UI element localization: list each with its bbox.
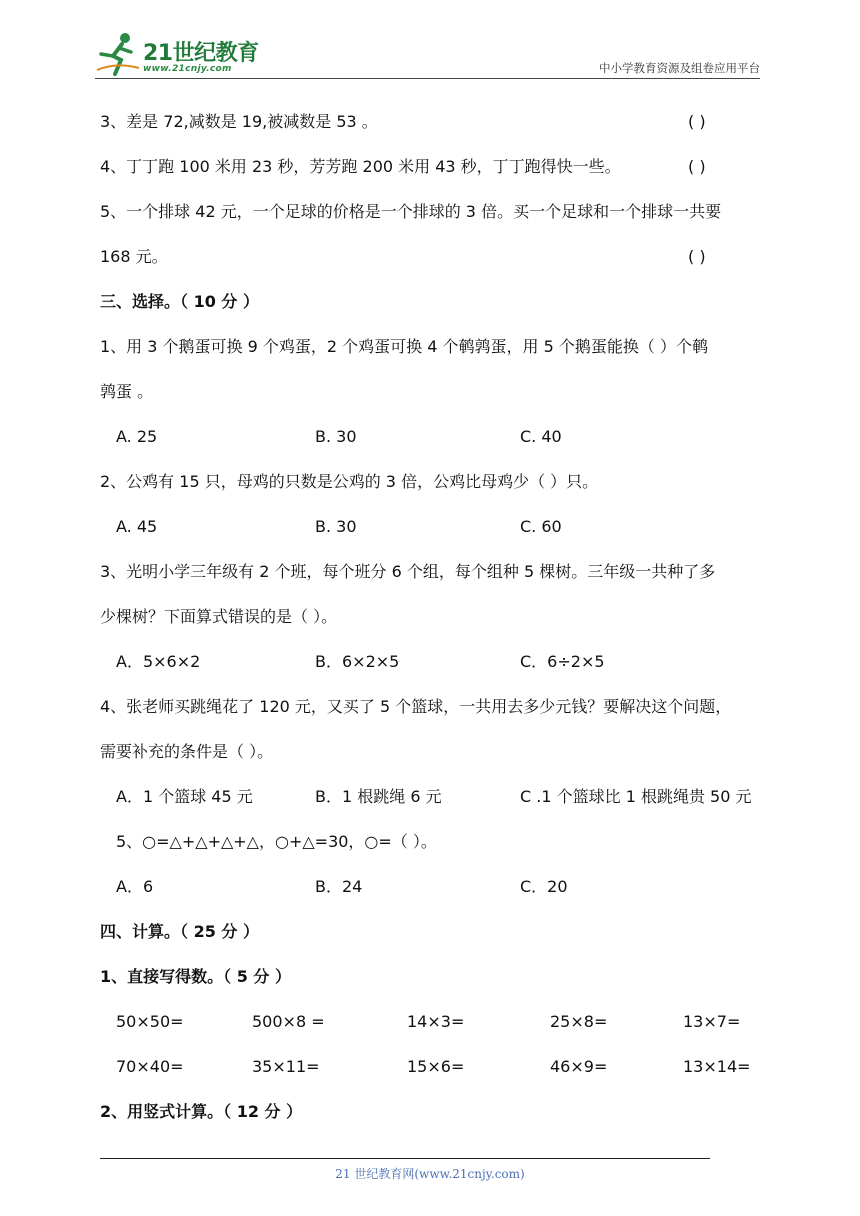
calc-item: 500×8 = (252, 1012, 325, 1031)
subsection-vertical-calc: 2、用竖式计算。（ 12 分 ） (100, 1102, 303, 1121)
calc-item: 13×7= (683, 1012, 741, 1031)
judge-item-4: 4、丁丁跑 100 米用 23 秒，芳芳跑 200 米用 43 秒，丁丁跑得快一些。 (100, 157, 621, 176)
question-5-option-b: B．24 (315, 877, 363, 896)
calc-item: 35×11= (252, 1057, 320, 1076)
answer-paren-5: ( ) (688, 247, 706, 266)
page-header (95, 30, 760, 82)
question-4-option-c: C .1 个篮球比 1 根跳绳贵 50 元 (520, 787, 752, 806)
question-2-option-c: C. 60 (520, 517, 562, 536)
judge-item-5: 5、一个排球 42 元，一个足球的价格是一个排球的 3 倍。买一个足球和一个排球一共要 (100, 202, 722, 221)
answer-paren-3: ( ) (688, 112, 706, 131)
logo (95, 30, 265, 78)
question-4-line-2: 需要补充的条件是（ ）。 (100, 742, 274, 761)
question-5-option-c: C．20 (520, 877, 568, 896)
judge-item-5-cont: 168 元。 (100, 247, 168, 266)
calc-item: 25×8= (550, 1012, 608, 1031)
question-5-option-a: A．6 (116, 877, 154, 896)
question-2-option-b: B. 30 (315, 517, 357, 536)
footer-divider (100, 1158, 710, 1159)
question-3-line-2: 少棵树？下面算式错误的是（ ）。 (100, 607, 338, 626)
header-slogan: 中小学教育资源及组卷应用平台 (599, 61, 760, 75)
section-title-choice: 三、选择。（ 10 分 ） (100, 292, 259, 311)
calc-item: 15×6= (407, 1057, 465, 1076)
answer-paren-4: ( ) (688, 157, 706, 176)
question-1-option-b: B. 30 (315, 427, 357, 446)
section-title-calc: 四、计算。（ 25 分 ） (100, 922, 259, 941)
question-2-option-a: A. 45 (116, 517, 158, 536)
question-3-option-c: C．6÷2×5 (520, 652, 605, 671)
question-3-line-1: 3、光明小学三年级有 2 个班，每个班分 6 个组，每个组种 5 棵树。三年级一共种了多 (100, 562, 716, 581)
question-2-line-1: 2、公鸡有 15 只，母鸡的只数是公鸡的 3 倍，公鸡比母鸡少（ ）只。 (100, 472, 599, 491)
judge-item-3: 3、差是 72,减数是 19,被减数是 53 。 (100, 112, 378, 131)
question-1-option-c: C. 40 (520, 427, 562, 446)
calc-item: 50×50= (116, 1012, 184, 1031)
question-5-line-1: 5、○=△+△+△+△，○+△=30，○=（ ）。 (116, 832, 437, 851)
question-3-option-a: A．5×6×2 (116, 652, 201, 671)
subsection-direct-answer: 1、直接写得数。（ 5 分 ） (100, 967, 291, 986)
logo-url: www.21cnjy.com (143, 64, 232, 74)
question-1-line-1: 1、用 3 个鹅蛋可换 9 个鸡蛋，2 个鸡蛋可换 4 个鹌鹑蛋，用 5 个鹅蛋能换（ ）个鹌 (100, 337, 708, 356)
calc-item: 70×40= (116, 1057, 184, 1076)
calc-item: 14×3= (407, 1012, 465, 1031)
question-1-option-a: A. 25 (116, 427, 158, 446)
question-3-option-b: B．6×2×5 (315, 652, 400, 671)
footer-text: 21 世纪教育网(www.21cnjy.com) (335, 1167, 525, 1181)
question-1-line-2: 鹑蛋 。 (100, 382, 154, 401)
question-4-option-a: A．1 个篮球 45 元 (116, 787, 253, 806)
runner-logo-icon (95, 30, 141, 78)
question-4-option-b: B．1 根跳绳 6 元 (315, 787, 442, 806)
calc-item: 13×14= (683, 1057, 751, 1076)
logo-text: 21世纪教育 (143, 41, 259, 66)
header-divider (95, 78, 760, 79)
question-4-line-1: 4、张老师买跳绳花了 120 元，又买了 5 个篮球，一共用去多少元钱？要解决这个问题， (100, 697, 732, 716)
calc-item: 46×9= (550, 1057, 608, 1076)
